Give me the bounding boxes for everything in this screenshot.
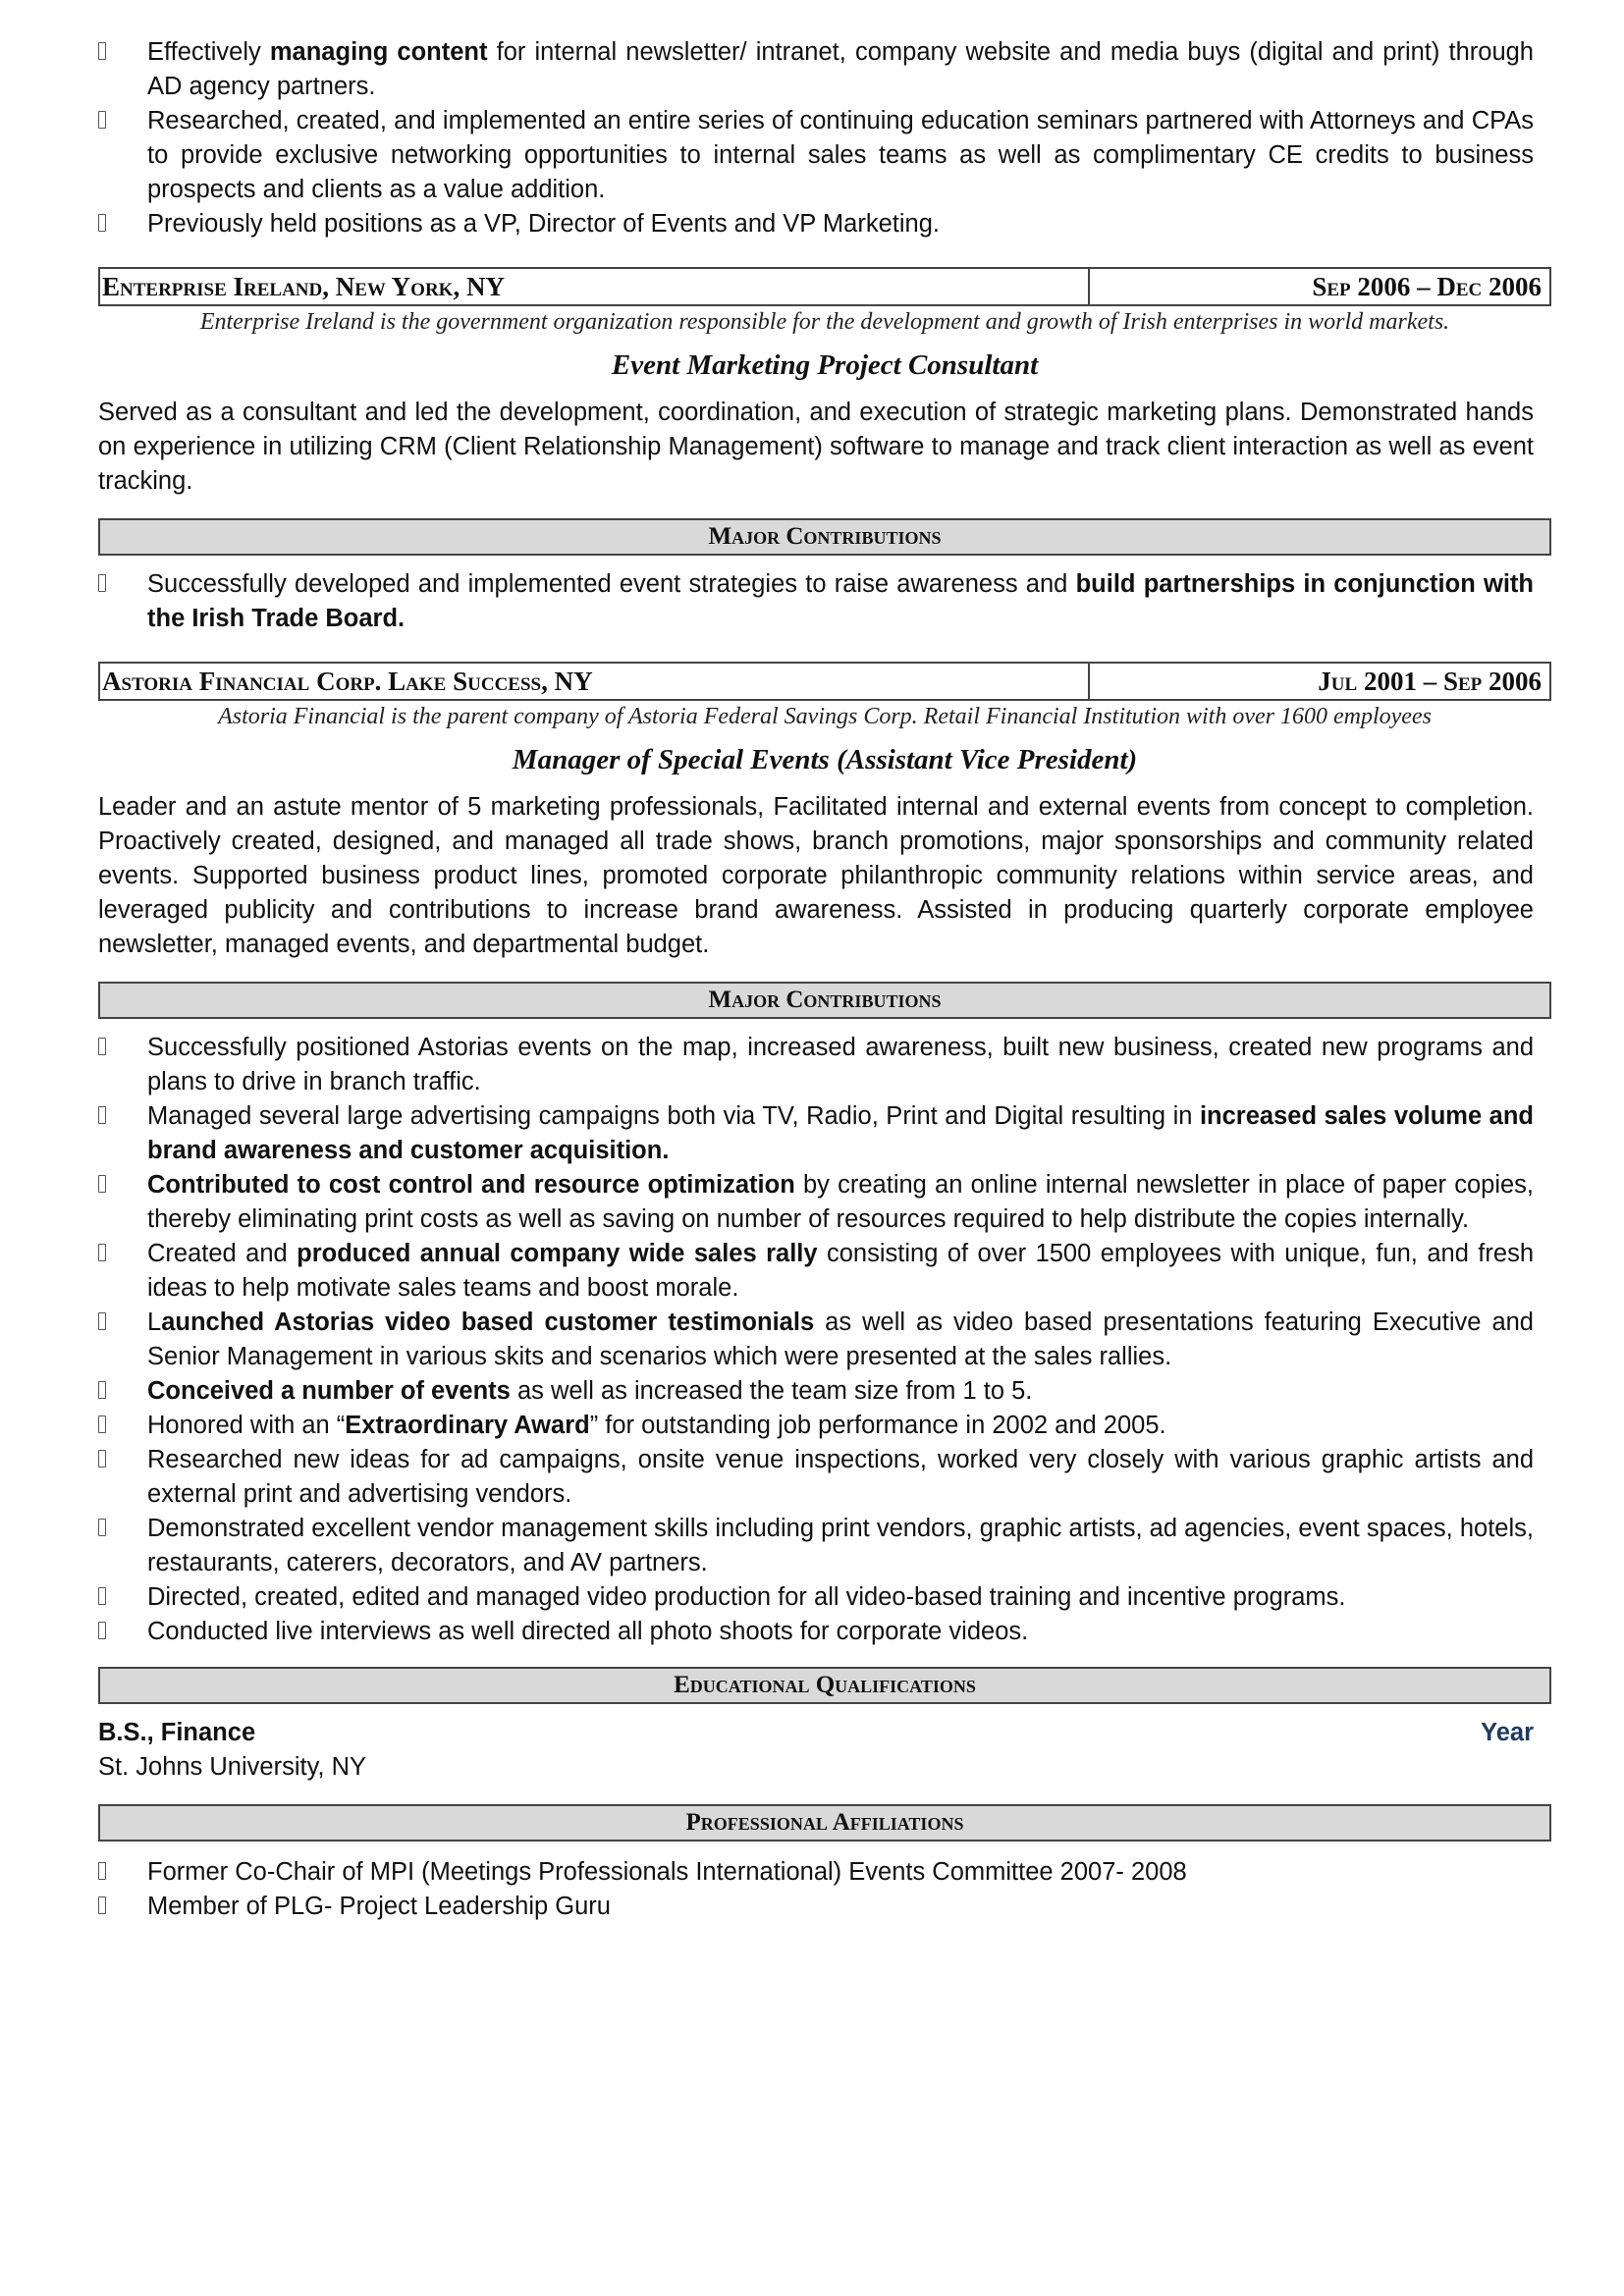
bullet-item xyxy=(98,1512,1534,1580)
job-astoria-financial xyxy=(98,662,1551,1649)
bullet-item xyxy=(98,104,1534,207)
text: Conducted live interviews as well directed all photo shoots for corporate videos. xyxy=(147,1618,1029,1645)
bullet-item xyxy=(98,1409,1534,1443)
employment-dates: Jul 2001 – Sep 2006 xyxy=(1318,667,1542,696)
employer-header xyxy=(98,267,1551,306)
text: as well as video based presentations featuring Executive and Senior Management in various skits and scenarios which were presented at the sales rallies. xyxy=(147,1308,1534,1370)
bold-text: produced annual company wide sales rally xyxy=(297,1240,818,1267)
job-summary: Leader and an astute mentor of 5 marketing professionals, Facilitated internal and external events from concept to completion. Proactively created, designed, and managed all trade shows, branch promotions, major sponsorships and community related events. Supported business product lines, promoted corporate philanthropic community relations within service areas, and leveraged publicity and contributions to increase brand awareness. Assisted in producing quarterly corporate employee newsletter, managed events, and departmental budget. xyxy=(98,793,1534,958)
bullet-icon xyxy=(98,1587,106,1605)
bullet-icon xyxy=(98,1862,106,1880)
bullet-icon xyxy=(98,42,106,60)
degree: B.S., Finance xyxy=(98,1719,256,1746)
bullet-item xyxy=(98,207,1534,241)
section-heading-major-contributions: Major Contributions xyxy=(98,982,1551,1019)
bullet-item xyxy=(98,1580,1534,1615)
text: Demonstrated excellent vendor management skills including print vendors, graphic artists, ad agencies, event spaces, hotels, restaurants, caterers, decorators, and AV partners. xyxy=(147,1515,1534,1576)
bullet-icon xyxy=(98,1038,106,1055)
text: Effectively xyxy=(147,38,270,66)
text: Directed, created, edited and managed video production for all video-based training and incentive programs. xyxy=(147,1583,1346,1611)
bullet-item xyxy=(98,1615,1534,1649)
bullet-icon xyxy=(98,1622,106,1639)
employer-description: Astoria Financial is the parent company of Astoria Federal Savings Corp. Retail Financial Institution with over 1600 employees xyxy=(218,704,1432,729)
affiliations-list xyxy=(98,1855,1551,1924)
text: Created and xyxy=(147,1240,298,1267)
bullet-icon xyxy=(98,1896,106,1914)
job-title: Event Marketing Project Consultant xyxy=(611,349,1039,381)
bold-text: Contributed to cost control and resource optimization xyxy=(147,1171,795,1199)
job-title: Manager of Special Events (Assistant Vice President) xyxy=(512,744,1138,775)
employer-name: Astoria Financial Corp. Lake Success, NY xyxy=(100,664,1090,699)
bold-text: Conceived a number of events xyxy=(147,1377,511,1405)
bold-text: managing content xyxy=(269,38,488,66)
bullet-icon xyxy=(98,1312,106,1330)
bullet-icon xyxy=(98,111,106,129)
text: Former Co-Chair of MPI (Meetings Professionals International) Events Committee 2007- 2008 xyxy=(147,1858,1187,1886)
graduation-year: Year xyxy=(1481,1719,1534,1746)
text: ” for outstanding job performance in 2002 and 2005. xyxy=(589,1412,1166,1439)
bullet-icon xyxy=(98,1519,106,1536)
job-enterprise-ireland xyxy=(98,267,1551,636)
bullet-icon xyxy=(98,1381,106,1399)
text: by creating an online internal newsletter in place of paper copies, thereby eliminating print costs as well as saving on number of resources required to help distribute the copies internally. xyxy=(147,1171,1534,1233)
bullet-item xyxy=(98,1031,1534,1099)
bullet-icon xyxy=(98,1450,106,1468)
contributions-list xyxy=(98,1031,1551,1649)
contributions-list xyxy=(98,567,1551,636)
section-heading-major-contributions: Major Contributions xyxy=(98,518,1551,556)
bullet-item xyxy=(98,567,1534,636)
bullet-item xyxy=(98,1855,1534,1890)
text: as well as increased the team size from 1 to 5. xyxy=(510,1377,1033,1405)
bullet-icon xyxy=(98,1106,106,1124)
bullet-item xyxy=(98,1168,1534,1237)
bullet-icon xyxy=(98,1175,106,1193)
bullet-item xyxy=(98,1237,1534,1306)
bullet-item xyxy=(98,1890,1534,1924)
bullet-item xyxy=(98,1374,1534,1409)
text: Researched new ideas for ad campaigns, onsite venue inspections, worked very closely with various graphic artists and external print and advertising vendors. xyxy=(147,1446,1534,1508)
employer-description: Enterprise Ireland is the government organization responsible for the development and growth of Irish enterprises in world markets. xyxy=(199,309,1450,335)
text: for internal newsletter/ intranet, company website and media buys (digital and print) through AD agency partners. xyxy=(147,38,1534,100)
bullet-icon xyxy=(98,214,106,232)
text: L xyxy=(147,1308,162,1336)
text: Member of PLG- Project Leadership Guru xyxy=(147,1893,611,1920)
bold-text: Extraordinary Award xyxy=(345,1412,590,1439)
bullet-item xyxy=(98,35,1534,104)
text: Researched, created, and implemented an entire series of continuing education seminars partnered with Attorneys and CPAs to provide exclusive networking opportunities to internal sales teams as well as complimentary CE credits to business prospects and clients as a value addition. xyxy=(147,107,1534,203)
text: Previously held positions as a VP, Director of Events and VP Marketing. xyxy=(147,210,940,238)
resume-page xyxy=(98,35,1551,1924)
bold-text: build partnerships in conjunction with the Irish Trade Board. xyxy=(147,570,1535,632)
bullet-item xyxy=(98,1443,1534,1512)
section-heading-affiliations: Professional Affiliations xyxy=(98,1804,1551,1842)
text: Honored with an “ xyxy=(147,1412,346,1439)
bullet-item xyxy=(98,1099,1534,1168)
text: Successfully developed and implemented event strategies to raise awareness and xyxy=(147,570,1076,598)
bold-text: increased sales volume and brand awareness and customer acquisition. xyxy=(147,1102,1535,1164)
section-heading-education: Educational Qualifications xyxy=(98,1667,1551,1704)
bullet-item xyxy=(98,1306,1534,1374)
employer-header xyxy=(98,662,1551,701)
text: Successfully positioned Astorias events on the map, increased awareness, built new business, created new programs and plans to drive in branch traffic. xyxy=(147,1034,1534,1095)
employment-dates: Sep 2006 – Dec 2006 xyxy=(1312,272,1542,301)
text: Managed several large advertising campaigns both via TV, Radio, Print and Digital resulting in xyxy=(147,1102,1200,1130)
job-summary: Served as a consultant and led the development, coordination, and execution of strategic marketing plans. Demonstrated hands on experience in utilizing CRM (Client Relationship Management) software to manage and track client interaction as well as event tracking. xyxy=(98,399,1534,495)
bullet-icon xyxy=(98,1244,106,1261)
employer-name: Enterprise Ireland, New York, NY xyxy=(100,269,1090,304)
school-name: St. Johns University, NY xyxy=(98,1753,367,1781)
education-entry xyxy=(98,1716,1534,1785)
intro-bullet-list xyxy=(98,35,1551,241)
bullet-icon xyxy=(98,1415,106,1433)
bold-text: aunched Astorias video based customer testimonials xyxy=(161,1308,815,1336)
text: consisting of over 1500 employees with unique, fun, and fresh ideas to help motivate sales teams and boost morale. xyxy=(147,1240,1534,1302)
bullet-icon xyxy=(98,574,106,592)
